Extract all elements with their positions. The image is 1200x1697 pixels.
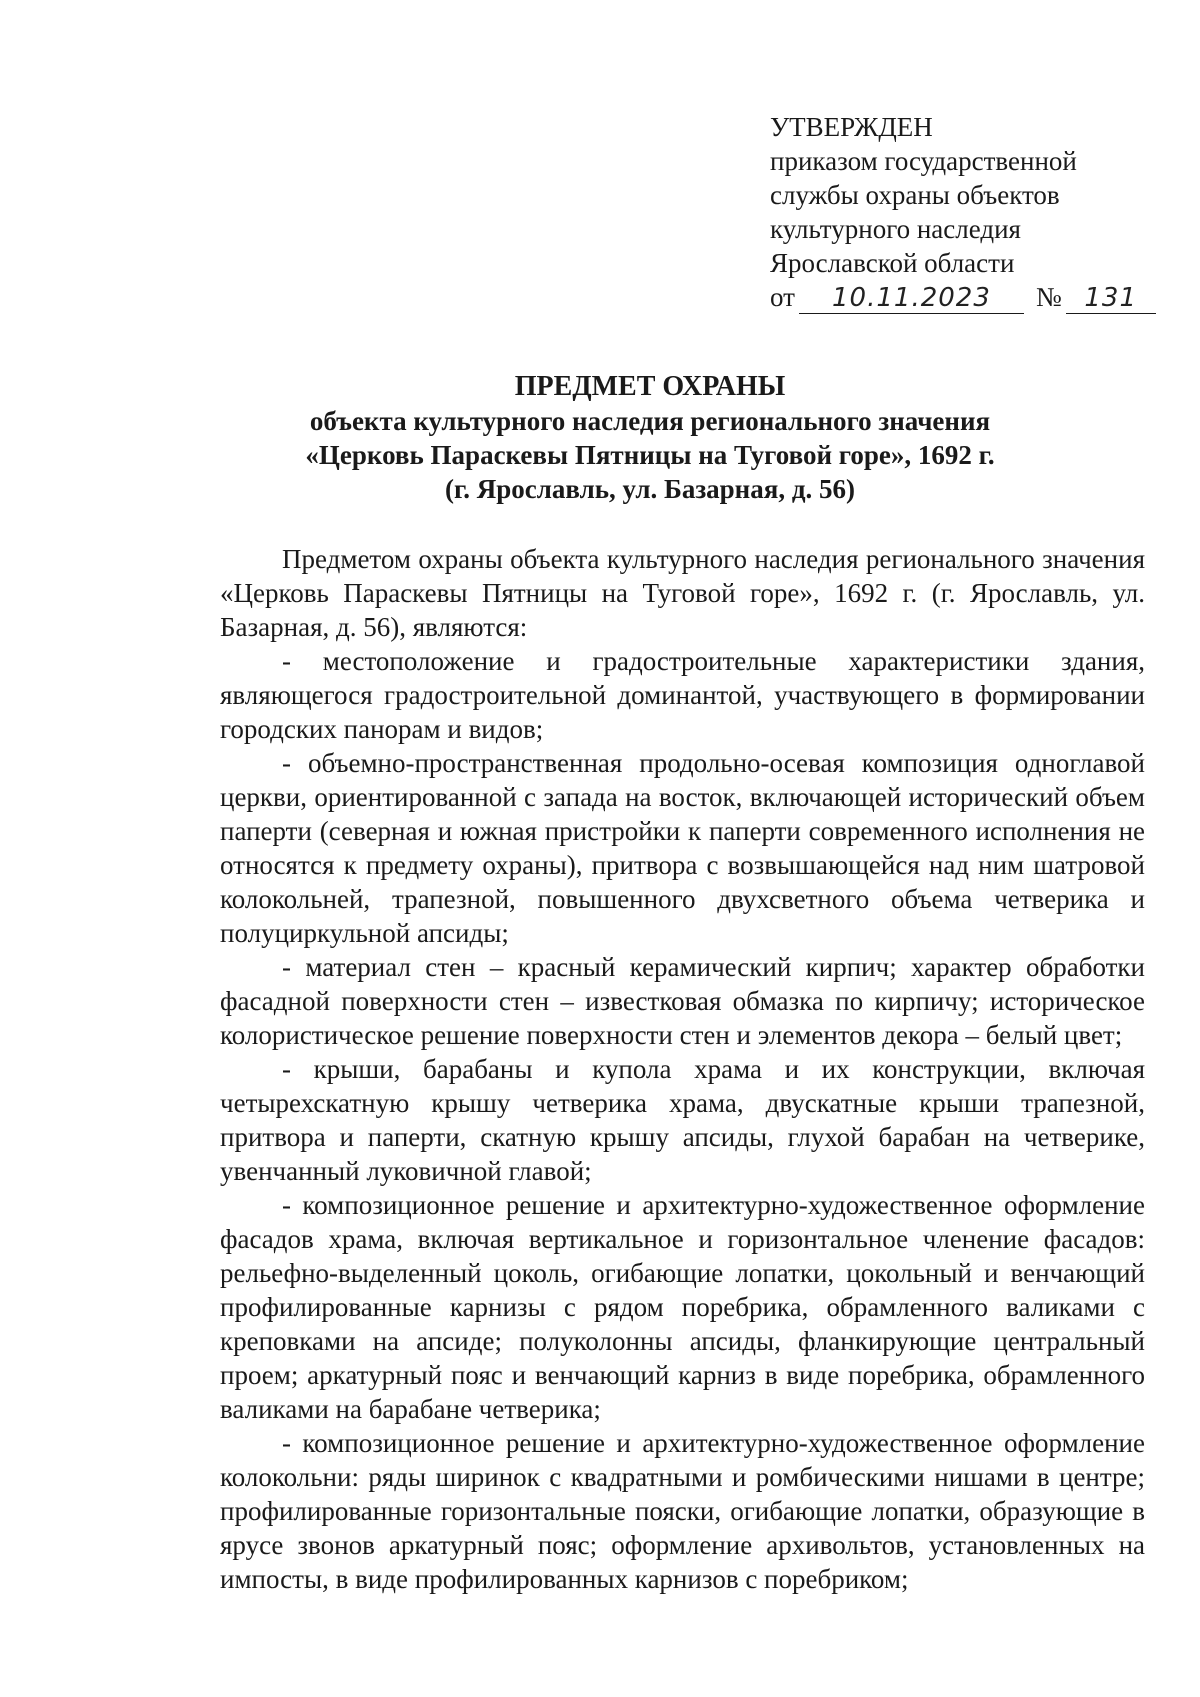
number-label: № bbox=[1035, 282, 1062, 312]
approval-line: приказом государственной bbox=[770, 146, 1077, 176]
heading-line: «Церковь Параскевы Пятницы на Туговой горе», 1692 г. bbox=[305, 440, 995, 470]
handwritten-number: 131 bbox=[1066, 283, 1156, 314]
handwritten-date: 10.11.2023 bbox=[799, 283, 1024, 314]
list-item: - крыши, барабаны и купола храма и их конструкции, включая четырехскатную крышу четверика храма, двускатные крыши трапезной, притвора и паперти, скатную крышу апсиды, глухой барабан на четверике, увенчанный луковичной главой; bbox=[220, 1054, 1145, 1186]
date-prefix: от bbox=[770, 282, 795, 312]
heading-line: (г. Ярославль, ул. Базарная, д. 56) bbox=[444, 474, 855, 504]
list-item: - объемно-пространственная продольно-осевая композиция одноглавой церкви, ориентированной с запада на восток, включающей исторический объем паперти (северная и южная пристройки к паперти современного исполнения не относятся к предмету охраны), притвора с возвышающейся над ним шатровой колокольней, трапезной, повышенного двухсветного объема четверика и полуциркульной апсиды; bbox=[220, 748, 1145, 948]
list-item: - композиционное решение и архитектурно-художественное оформление фасадов храма, включая вертикальное и горизонтальное членение фасадов: рельефно-выделенный цоколь, огибающие лопатки, цокольный и венчающий профилированные карнизы с рядом поребрика, обрамленного валиками с креповками на апсиде; полуколонны апсиды, фланкирующие центральный проем; аркатурный пояс и венчающий карниз в виде поребрика, обрамленного валиками на барабане четверика; bbox=[220, 1190, 1145, 1424]
approval-line: культурного наследия bbox=[770, 214, 1021, 244]
document-heading bbox=[220, 370, 1080, 506]
list-item: - местоположение и градостроительные характеристики здания, являющегося градостроительной доминантой, участвующего в формировании городских панорам и видов; bbox=[220, 646, 1145, 744]
approval-block bbox=[770, 110, 1150, 314]
approval-status: УТВЕРЖДЕН bbox=[770, 112, 933, 142]
approval-line: службы охраны объектов bbox=[770, 180, 1060, 210]
list-item: - композиционное решение и архитектурно-художественное оформление колокольни: ряды ширинок с квадратными и ромбическими нишами в центре; профилированные горизонтальные пояски, огибающие лопатки, образующие в ярусе звонов аркатурный пояс; оформление архивольтов, установленных на импосты, в виде профилированных карнизов с поребриком; bbox=[220, 1428, 1145, 1594]
approval-date-line bbox=[770, 280, 1150, 314]
heading-line: объекта культурного наследия регионального значения bbox=[309, 406, 991, 436]
document-body bbox=[220, 542, 1145, 1596]
list-item: - материал стен – красный керамический кирпич; характер обработки фасадной поверхности стен – известковая обмазка по кирпичу; историческое колористическое решение поверхности стен и элементов декора – белый цвет; bbox=[220, 952, 1145, 1050]
approval-line: Ярославской области bbox=[770, 248, 1015, 278]
intro-paragraph: Предметом охраны объекта культурного наследия регионального значения «Церковь Параскевы Пятницы на Туговой горе», 1692 г. (г. Ярославль, ул. Базарная, д. 56), являются: bbox=[220, 544, 1145, 642]
document-title: ПРЕДМЕТ ОХРАНЫ bbox=[514, 371, 786, 402]
